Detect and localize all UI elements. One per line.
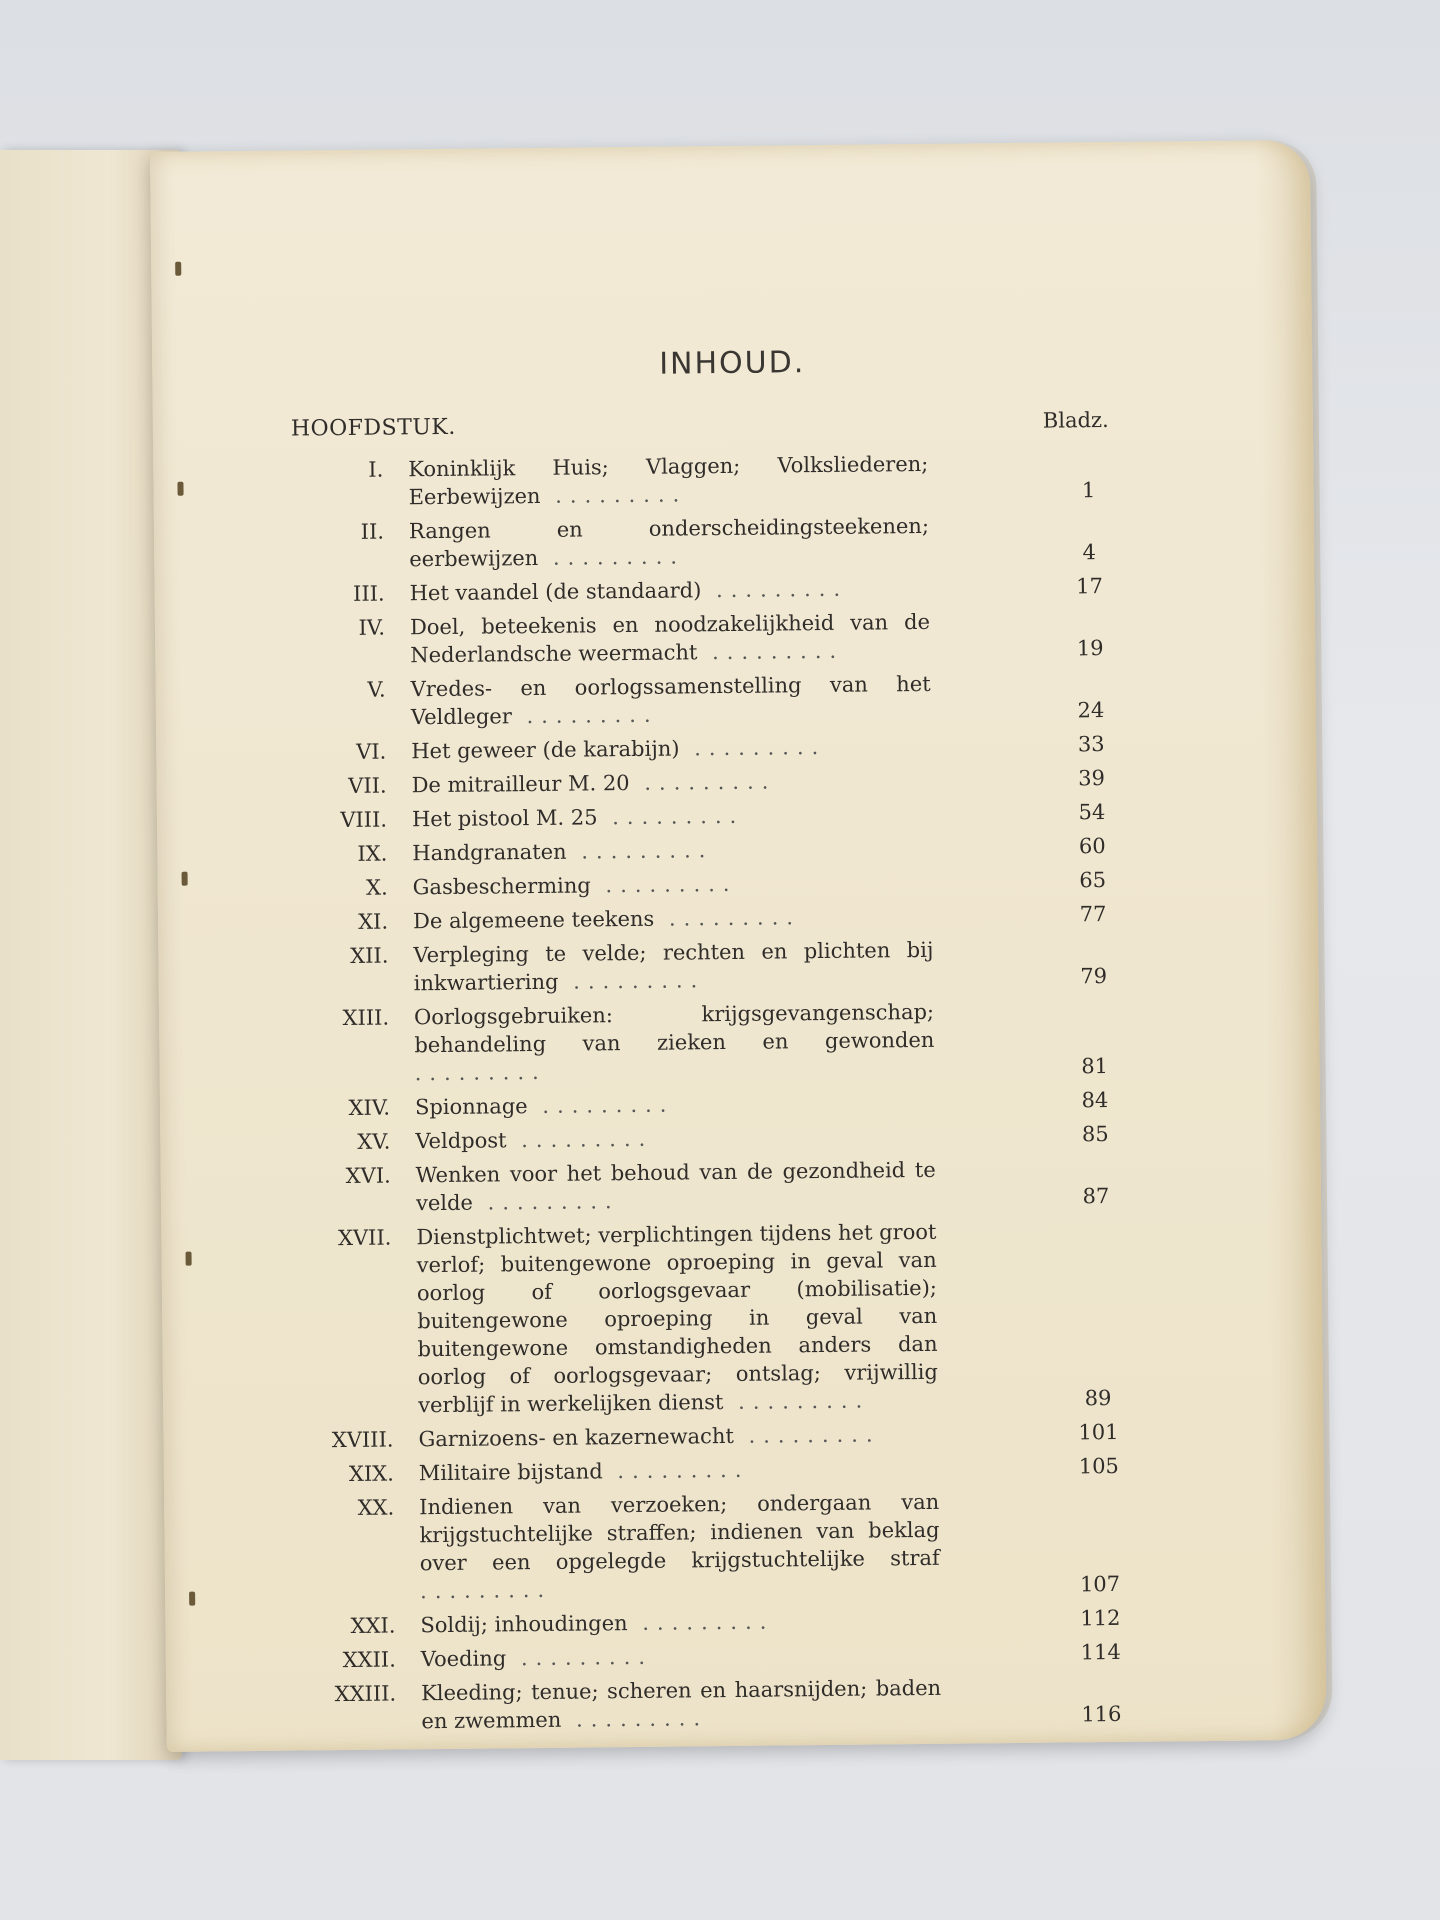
chapter-number: XIV. bbox=[348, 1095, 391, 1120]
chapter-title-text: Veldpost bbox=[415, 1128, 507, 1154]
leader-dots: ......... bbox=[472, 1189, 620, 1215]
chapter-title-text: Verpleging te velde; rechten en plichten bij inkwartiering bbox=[413, 937, 934, 996]
toc-entry bbox=[159, 994, 1320, 1090]
chapter-title-text: De algemeene teekens bbox=[412, 906, 655, 934]
booklet-page bbox=[150, 140, 1327, 1752]
chapter-title bbox=[410, 670, 931, 731]
chapter-number: XI. bbox=[358, 909, 389, 934]
chapter-title-text: Het vaandel (de standaard) bbox=[409, 578, 702, 606]
toc-entry bbox=[166, 1636, 1326, 1676]
chapter-title bbox=[410, 608, 931, 669]
page-number: 54 bbox=[1078, 800, 1106, 825]
page-number: 101 bbox=[1078, 1419, 1119, 1445]
chapter-title bbox=[412, 800, 932, 833]
toc-entry bbox=[160, 1084, 1320, 1124]
page-number: 1 bbox=[1081, 478, 1096, 503]
toc-entry bbox=[160, 1118, 1320, 1158]
toc-entry bbox=[156, 666, 1317, 734]
toc-entry bbox=[155, 604, 1316, 672]
chapter-title-text: Dienstplichtwet; verplichtingen tijdens het groot verlof; buitengewone oproeping in geval van oorlog of oorlogsgevaar (mobilisatie); buitengewone oproeping in geval van buitengewone omstandigheden anders dan oorlog of oorlogsgevaar; ontslag; vrijwillig verblijf in werkelijken dienst bbox=[416, 1219, 938, 1418]
page-number: 19 bbox=[1076, 636, 1104, 661]
leader-dots: ......... bbox=[590, 871, 738, 898]
toc-entry bbox=[161, 1214, 1323, 1422]
chapter-number: XXIII. bbox=[334, 1681, 397, 1707]
table-of-contents bbox=[153, 446, 1326, 1744]
chapter-number: XX. bbox=[357, 1495, 395, 1520]
page-number: 105 bbox=[1078, 1453, 1119, 1479]
chapter-number: IX. bbox=[357, 841, 388, 866]
page-number: 77 bbox=[1079, 902, 1107, 927]
chapter-number: III. bbox=[352, 581, 385, 606]
page-number: 60 bbox=[1078, 834, 1106, 859]
chapter-number: XXI. bbox=[350, 1613, 396, 1638]
chapter-title bbox=[419, 1488, 940, 1605]
chapter-title-text: Handgranaten bbox=[412, 839, 567, 866]
leader-dots: ......... bbox=[511, 702, 659, 729]
chapter-title-text: Koninklijk Huis; Vlaggen; Volksliederen; Eerbewijzen bbox=[408, 451, 929, 510]
leader-dots: ......... bbox=[654, 905, 802, 931]
chapter-title bbox=[411, 732, 931, 765]
page-number: 24 bbox=[1077, 698, 1105, 723]
toc-entry bbox=[154, 508, 1315, 576]
toc-entry bbox=[164, 1450, 1324, 1490]
chapter-number: X. bbox=[365, 875, 388, 900]
leader-dots: ......... bbox=[538, 544, 686, 570]
leader-dots: ......... bbox=[419, 1577, 553, 1604]
chapter-title bbox=[413, 868, 933, 901]
chapter-title bbox=[413, 936, 934, 997]
page-number: 89 bbox=[1084, 1386, 1112, 1411]
chapter-number: I. bbox=[368, 457, 384, 482]
toc-entry bbox=[158, 898, 1318, 938]
leader-dots: ......... bbox=[597, 803, 745, 830]
chapter-number: VI. bbox=[356, 739, 387, 764]
chapter-title bbox=[419, 1454, 939, 1487]
chapter-title bbox=[421, 1640, 941, 1673]
chapter-title-text: Kleeding; tenue; scheren en haarsnijden; baden en zwemmen bbox=[421, 1675, 942, 1734]
page-number: 65 bbox=[1079, 868, 1107, 893]
leader-dots: ......... bbox=[506, 1644, 654, 1671]
chapter-title-text: Gasbescherming bbox=[412, 873, 591, 900]
chapter-title-text: Rangen en onderscheidingsteekenen; eerbewijzen bbox=[408, 513, 930, 572]
leader-dots: ......... bbox=[506, 1126, 654, 1153]
chapter-title-text: Het geweer (de karabijn) bbox=[411, 736, 680, 764]
chapter-number: XV. bbox=[357, 1129, 391, 1154]
chapter-title bbox=[411, 766, 931, 799]
page-number: 112 bbox=[1080, 1605, 1121, 1631]
chapter-number: V. bbox=[367, 677, 386, 702]
leader-dots: ......... bbox=[629, 769, 777, 796]
chapter-title bbox=[409, 512, 930, 573]
toc-entry bbox=[157, 796, 1317, 836]
leader-dots: ......... bbox=[697, 638, 845, 665]
page-number: 116 bbox=[1081, 1701, 1122, 1727]
chapter-title-text: Soldij; inhoudingen bbox=[420, 1611, 628, 1638]
toc-entry bbox=[157, 762, 1317, 802]
chapter-number: II. bbox=[360, 519, 385, 544]
page-number: 4 bbox=[1082, 540, 1097, 565]
chapter-title-text: Indienen van verzoeken; ondergaan van krijgstuchtelijke straffen; indienen van beklag over een opgelegde krijgstuchtelijke straf bbox=[419, 1489, 940, 1576]
chapter-title bbox=[408, 450, 929, 511]
leader-dots: ......... bbox=[679, 734, 827, 761]
chapter-number: XII. bbox=[350, 943, 389, 968]
chapter-title-text: Spionnage bbox=[414, 1094, 528, 1120]
page-number: 114 bbox=[1080, 1639, 1121, 1665]
toc-entry bbox=[164, 1484, 1325, 1608]
leader-dots: ......... bbox=[723, 1388, 871, 1415]
toc-entry bbox=[153, 446, 1314, 514]
page-number: 84 bbox=[1081, 1088, 1109, 1113]
chapter-title bbox=[416, 1218, 938, 1419]
toc-entry bbox=[156, 728, 1316, 768]
chapter-title bbox=[418, 1420, 938, 1453]
page-number: 85 bbox=[1081, 1122, 1109, 1147]
chapter-column-heading: HOOFDSTUK. bbox=[290, 414, 456, 442]
leader-dots: ......... bbox=[602, 1457, 750, 1484]
page-number: 33 bbox=[1077, 732, 1105, 757]
chapter-number: XIX. bbox=[348, 1461, 394, 1486]
chapter-title bbox=[416, 1156, 937, 1217]
page-number: 107 bbox=[1079, 1571, 1121, 1597]
page-title: INHOUD. bbox=[659, 345, 806, 382]
chapter-title bbox=[409, 574, 929, 607]
toc-entry bbox=[158, 932, 1319, 1000]
chapter-title bbox=[421, 1674, 942, 1735]
binding-stitch bbox=[175, 262, 181, 276]
chapter-number: IV. bbox=[358, 615, 386, 640]
chapter-number: XVIII. bbox=[331, 1427, 394, 1453]
toc-entry bbox=[158, 864, 1318, 904]
chapter-title-text: Militaire bijstand bbox=[418, 1459, 603, 1486]
chapter-title-text: Oorlogsgebruiken: krijgsgevangenschap; behandeling van zieken en gewonden bbox=[413, 999, 935, 1058]
chapter-title-text: Voeding bbox=[420, 1646, 507, 1672]
leader-dots: ......... bbox=[627, 1609, 775, 1636]
page-number: 79 bbox=[1080, 964, 1108, 989]
page-number: 17 bbox=[1076, 574, 1104, 599]
chapter-number: XXII. bbox=[342, 1647, 396, 1673]
chapter-title bbox=[420, 1606, 940, 1639]
chapter-number: XVII. bbox=[337, 1225, 392, 1251]
page-column-heading: Bladz. bbox=[1042, 407, 1109, 433]
chapter-title-text: Vredes- en oorlogssamenstelling van het Veldleger bbox=[410, 671, 931, 730]
toc-entry bbox=[163, 1416, 1323, 1456]
chapter-number: XIII. bbox=[342, 1005, 390, 1031]
chapter-title bbox=[412, 834, 932, 867]
leader-dots: ......... bbox=[561, 1706, 709, 1732]
chapter-title bbox=[413, 902, 933, 935]
chapter-title-text: Doel, beteekenis en noodzakelijkheid van de Nederlandsche weermacht bbox=[409, 609, 931, 668]
chapter-title-text: Wenken voor het behoud van de gezondheid te velde bbox=[415, 1157, 936, 1216]
chapter-number: VIII. bbox=[340, 807, 388, 833]
chapter-title bbox=[415, 1122, 935, 1155]
chapter-title-text: Garnizoens- en kazernewacht bbox=[418, 1423, 734, 1452]
leader-dots: ......... bbox=[527, 1092, 675, 1119]
leader-dots: ......... bbox=[414, 1059, 547, 1086]
leader-dots: ......... bbox=[733, 1422, 881, 1448]
chapter-number: XVI. bbox=[345, 1163, 391, 1189]
chapter-title bbox=[415, 1088, 935, 1121]
chapter-title-text: De mitrailleur M. 20 bbox=[411, 771, 630, 798]
page-number: 87 bbox=[1082, 1184, 1110, 1209]
toc-entry bbox=[165, 1602, 1325, 1642]
toc-entry bbox=[166, 1670, 1327, 1738]
leader-dots: ......... bbox=[540, 482, 688, 508]
chapter-title-text: Het pistool M. 25 bbox=[411, 805, 598, 832]
page-number: 81 bbox=[1081, 1054, 1109, 1079]
leader-dots: ......... bbox=[701, 576, 849, 603]
chapter-number: VII. bbox=[348, 773, 387, 798]
toc-entry bbox=[161, 1152, 1322, 1220]
chapter-title bbox=[414, 998, 935, 1087]
toc-entry bbox=[157, 830, 1317, 870]
toc-entry bbox=[155, 570, 1315, 610]
leader-dots: ......... bbox=[558, 968, 706, 994]
leader-dots: ......... bbox=[566, 838, 714, 864]
page-number: 39 bbox=[1078, 766, 1106, 791]
